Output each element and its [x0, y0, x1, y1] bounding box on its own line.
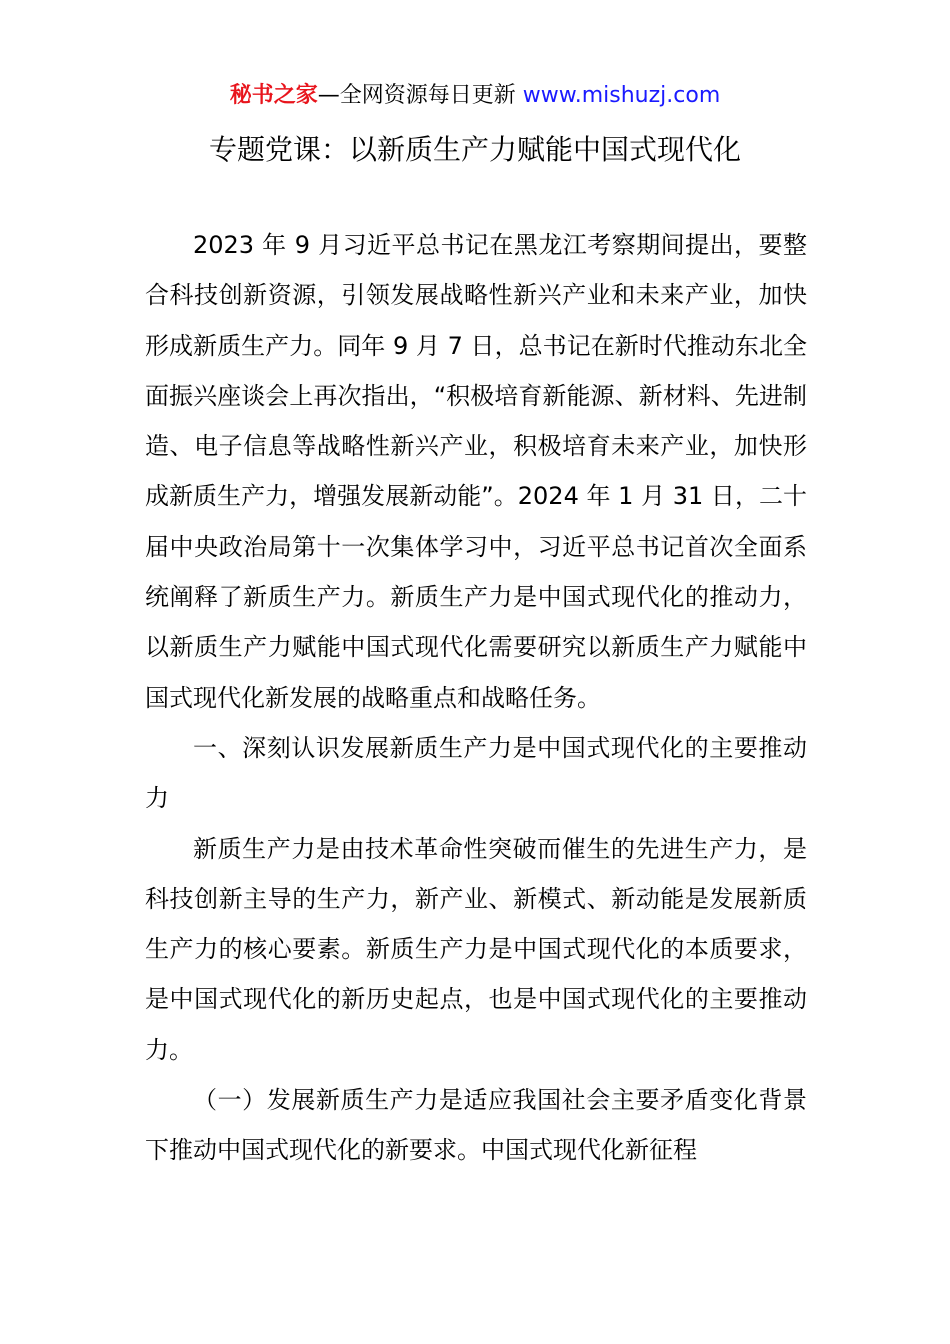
document-title: 专题党课：以新质生产力赋能中国式现代化	[208, 133, 741, 166]
paragraph-subsection-1: （一）发展新质生产力是适应我国社会主要矛盾变化背景下推动中国式现代化的新要求。中国式现代化新征程	[145, 1086, 807, 1165]
paragraph-section-1: 新质生产力是由技术革命性突破而催生的先进生产力，是科技创新主导的生产力，新产业、新模式、新动能是发展新质生产力的核心要素。新质生产力是中国式现代化的本质要求，是中国式现代化的新历史起点，也是中国式现代化的主要推动力。	[145, 834, 807, 1064]
site-url-link[interactable]: www.mishuzj.com	[522, 83, 721, 108]
site-tagline: —全网资源每日更新	[317, 83, 523, 108]
site-header	[0, 80, 950, 112]
document-body	[145, 220, 807, 1176]
site-brand: 秘书之家	[229, 83, 318, 108]
paragraph-intro: 2023 年 9 月习近平总书记在黑龙江考察期间提出，要整合科技创新资源，引领发展战略性新兴产业和未来产业，加快形成新质生产力。同年 9 月 7 日，总书记在新时代推动东北全面振兴座谈会上再次指出，“积极培育新能源、新材料、先进制造、电子信息等战略性新兴产业，积极培育未来产业，加快形成新质生产力，增强发展新动能”。2024 年 1 月 31 日，二十届中央政治局第十一次集体学习中，习近平总书记首次全面系统阐释了新质生产力。新质生产力是中国式现代化的推动力，以新质生产力赋能中国式现代化需要研究以新质生产力赋能中国式现代化新发展的战略重点和战略任务。	[145, 231, 807, 712]
section-heading-1: 一、深刻认识发展新质生产力是中国式现代化的主要推动力	[145, 733, 807, 813]
